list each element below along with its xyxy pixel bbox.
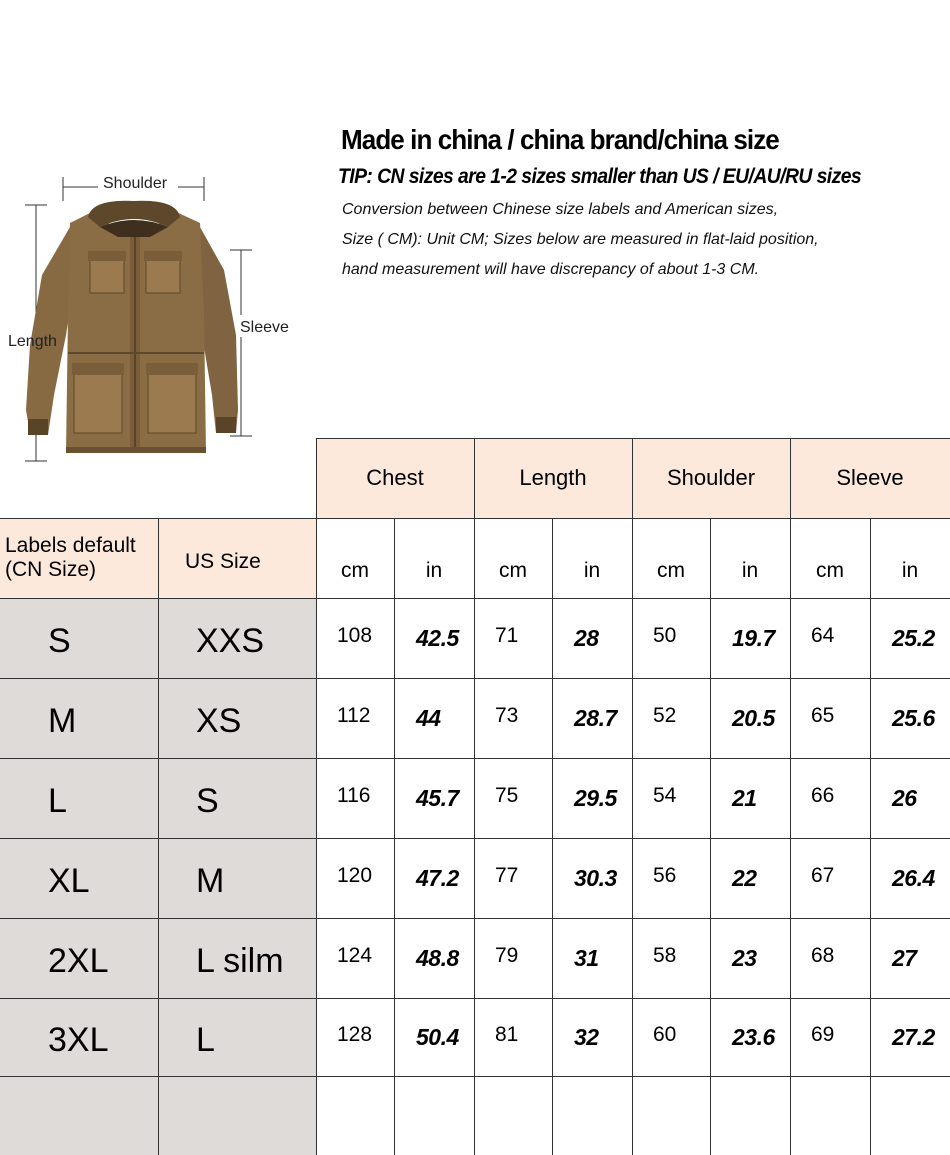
value-cm: 120 <box>337 864 373 887</box>
grid-line <box>158 518 159 1155</box>
us-size: L <box>196 1020 215 1059</box>
grid-line <box>0 1076 950 1077</box>
value-in: 28.7 <box>574 704 617 731</box>
us-size: XS <box>196 701 242 740</box>
value-cm: 56 <box>653 864 677 887</box>
value-cm: 75 <box>495 784 519 807</box>
value-in: 19.7 <box>732 624 775 651</box>
unit-in: in <box>901 558 919 582</box>
us-size: M <box>196 861 225 900</box>
cn-size: M <box>48 701 77 740</box>
header-cn-size: Labels default (CN Size) <box>5 534 136 581</box>
value-in: 30.3 <box>574 864 617 891</box>
value-cm: 116 <box>337 784 371 807</box>
value-in: 42.5 <box>416 624 459 651</box>
grid-line <box>0 918 950 919</box>
shoulder-label: Shoulder <box>103 175 168 192</box>
note-line-2: Size ( CM): Unit CM; Sizes below are measured in flat-laid position, <box>342 231 819 248</box>
unit-in: in <box>583 558 601 582</box>
value-in: 29.5 <box>574 784 617 811</box>
value-in: 25.6 <box>892 704 935 731</box>
value-in: 50.4 <box>416 1023 459 1050</box>
value-in: 25.2 <box>892 624 935 651</box>
value-in: 26 <box>892 784 917 811</box>
value-in: 48.8 <box>416 944 459 971</box>
value-in: 31 <box>574 944 599 971</box>
grid-line <box>0 758 950 759</box>
sleeve-label: Sleeve <box>240 319 289 336</box>
header-shoulder: Shoulder <box>666 465 756 490</box>
value-in: 26.4 <box>892 864 935 891</box>
value-cm: 58 <box>653 944 677 967</box>
value-cm: 79 <box>495 944 519 967</box>
value-in: 27.2 <box>892 1023 935 1050</box>
value-cm: 124 <box>337 944 373 967</box>
header-sleeve: Sleeve <box>836 465 904 490</box>
value-in: 27 <box>892 944 917 971</box>
value-in: 23 <box>732 944 757 971</box>
us-size: XXS <box>196 621 265 660</box>
grid-line <box>552 518 553 1155</box>
value-in: 32 <box>574 1023 599 1050</box>
unit-cm: cm <box>657 558 685 582</box>
page-title: Made in china / china brand/china size <box>341 124 779 155</box>
jacket-illustration <box>0 165 310 465</box>
value-in: 20.5 <box>732 704 775 731</box>
cn-size: XL <box>48 861 90 900</box>
value-cm: 81 <box>495 1023 519 1046</box>
value-cm: 52 <box>653 704 677 727</box>
value-cm: 112 <box>337 704 371 727</box>
value-cm: 68 <box>811 944 835 967</box>
value-in: 47.2 <box>416 864 459 891</box>
grid-line <box>0 998 950 999</box>
unit-in: in <box>741 558 759 582</box>
value-in: 23.6 <box>732 1023 775 1050</box>
value-cm: 66 <box>811 784 835 807</box>
value-cm: 77 <box>495 864 519 887</box>
cn-size: S <box>48 621 71 660</box>
unit-in: in <box>425 558 443 582</box>
value-cm: 50 <box>653 624 677 647</box>
value-cm: 108 <box>337 624 373 647</box>
value-cm: 71 <box>495 624 519 647</box>
unit-cm: cm <box>499 558 527 582</box>
grid-line <box>0 598 950 599</box>
cn-size: 2XL <box>48 941 109 980</box>
value-cm: 67 <box>811 864 835 887</box>
header-us-size: US Size <box>185 550 261 573</box>
value-cm: 128 <box>337 1023 373 1046</box>
grid-line <box>710 518 711 1155</box>
header-chest: Chest <box>366 465 424 490</box>
length-label: Length <box>8 333 57 350</box>
value-in: 22 <box>732 864 757 891</box>
grid-line <box>394 518 395 1155</box>
jacket-icon <box>0 165 310 465</box>
value-cm: 65 <box>811 704 835 727</box>
cn-size: L <box>48 781 67 820</box>
value-in: 44 <box>416 704 441 731</box>
grid-line <box>870 518 871 1155</box>
grid-line <box>0 838 950 839</box>
value-in: 28 <box>574 624 599 651</box>
us-size: S <box>196 781 219 820</box>
note-line-3: hand measurement will have discrepancy of about 1-3 CM. <box>342 261 760 278</box>
value-in: 21 <box>732 784 757 811</box>
value-cm: 54 <box>653 784 677 807</box>
unit-cm: cm <box>341 558 369 582</box>
value-in: 45.7 <box>416 784 459 811</box>
cn-size: 3XL <box>48 1020 109 1059</box>
us-size: L silm <box>196 941 284 980</box>
value-cm: 64 <box>811 624 835 647</box>
value-cm: 69 <box>811 1023 835 1046</box>
value-cm: 60 <box>653 1023 677 1046</box>
value-cm: 73 <box>495 704 519 727</box>
note-line-1: Conversion between Chinese size labels and American sizes, <box>342 201 779 218</box>
header-length: Length <box>519 465 587 490</box>
grid-line <box>0 678 950 679</box>
unit-cm: cm <box>816 558 844 582</box>
size-tip: TIP: CN sizes are 1-2 sizes smaller than US / EU/AU/RU sizes <box>338 165 862 188</box>
